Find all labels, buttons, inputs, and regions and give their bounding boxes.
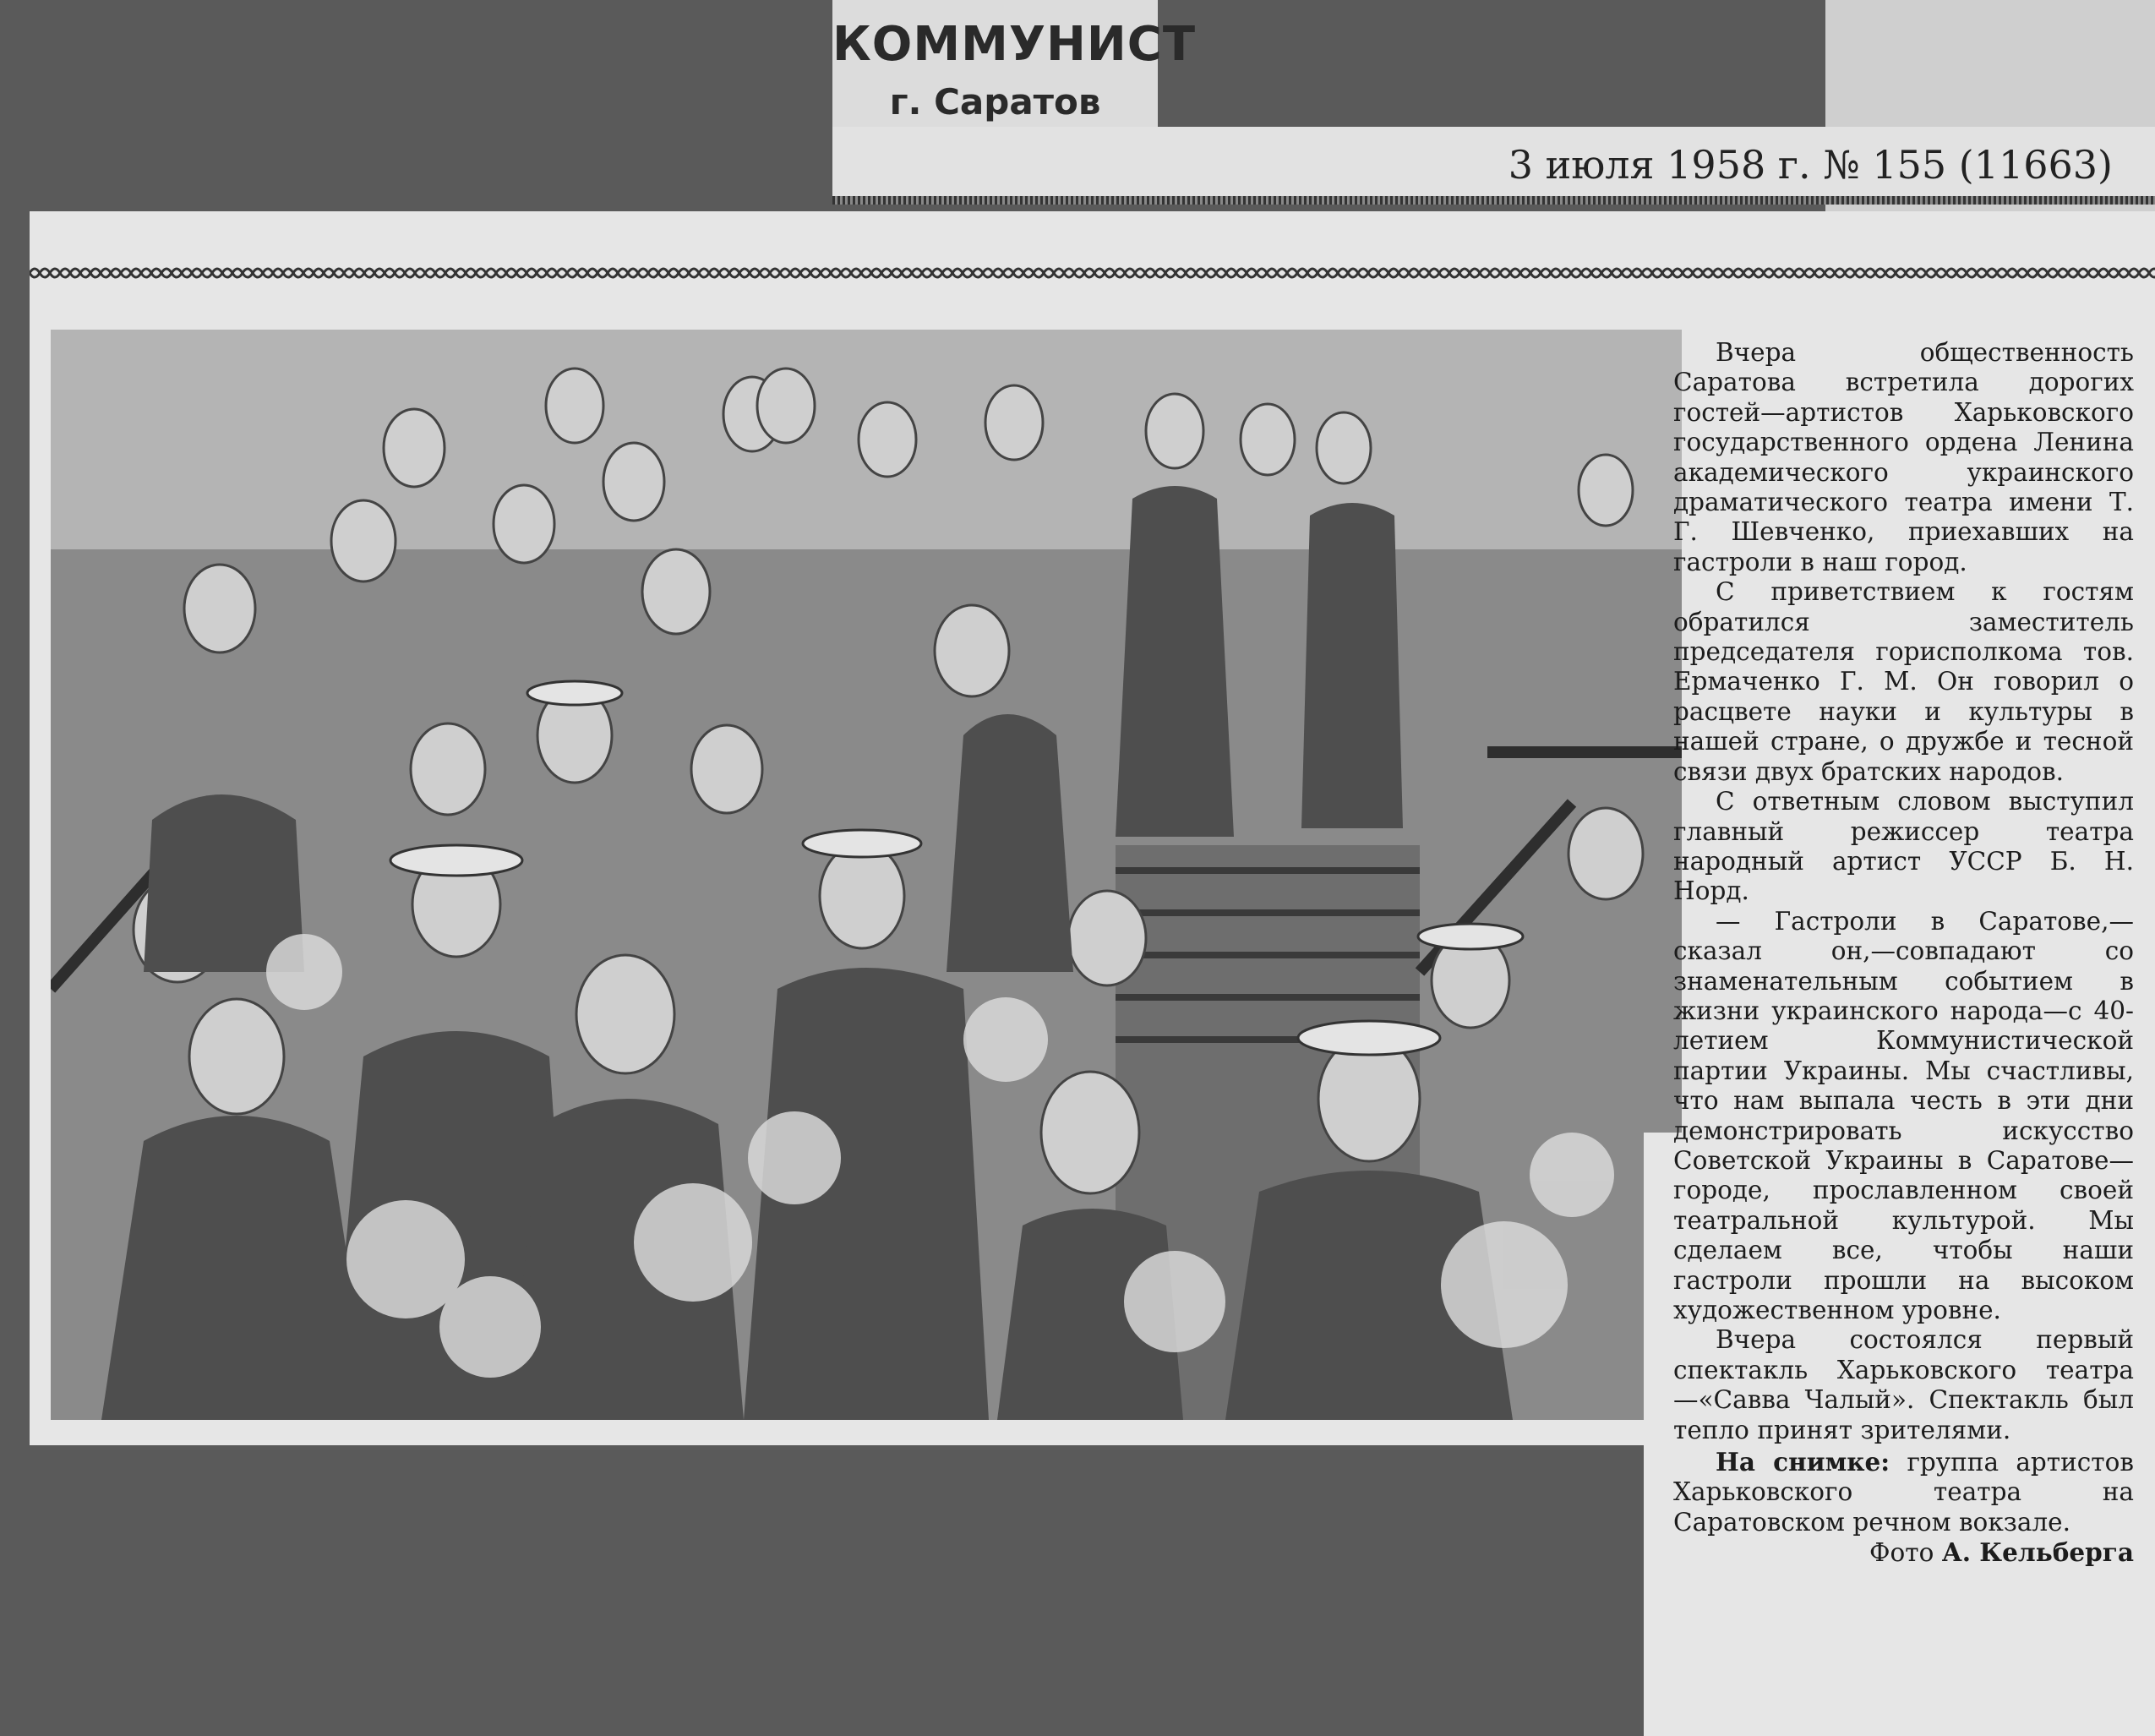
caption-label: На снимке: [1716,1447,1890,1477]
photo-artwork [51,330,1682,1420]
article-text [1673,338,2134,1569]
credit-author: А. Кельберга [1941,1537,2134,1568]
newspaper-city: г. Саратов [889,81,1101,123]
dateline-rule [832,196,2155,205]
article-paragraph: Вчера общественность Саратова встретила дорогих гостей—артистов Харьковского государственного ордена Ленина академического украинского драматического театра имени Т. Г. Шевченко, приехавших на гастроли в наш город. [1673,338,2134,576]
article-paragraph: — Гастроли в Саратове,—сказал он,—совпадают со знаменательным событием в жизни украинского народа—с 40-летием Коммунистической партии Украины. Мы счастливы, что нам выпала честь в эти дни демонстрировать искусство Советской Украины в Саратове—городе, прославленном своей театральной культурой. Мы сделаем все, чтобы наши гастроли прошли на высоком художественном уровне. [1673,906,2134,1324]
caption-text: группа артистов Харьковского театра на Саратовском речном вокзале. [1673,1448,2134,1537]
photo-caption [1673,1447,2134,1537]
decorative-wavy-rule [30,262,2155,284]
newspaper-name: КОММУНИСТ [832,17,1197,72]
article-paragraph: Вчера состоялся первый спектакль Харьковского театра—«Савва Чалый». Спектакль был тепло принят зрителями. [1673,1325,2134,1444]
article-paragraph: С ответным словом выступил главный режиссер театра народный артист УССР Б. Н. Норд. [1673,787,2134,906]
issue-dateline: 3 июля 1958 г. № 155 (11663) [1508,142,2113,188]
group-photo [51,330,1682,1420]
credit-prefix: Фото [1869,1538,1934,1568]
article-paragraph: С приветствием к гостям обратился заместитель председателя горисполкома тов. Ермаченко Г. М. Он говорил о расцвете науки и культуры в нашей стране, о дружбе и тесной связи двух братских народов. [1673,577,2134,786]
photo-credit [1673,1537,2134,1568]
dateline-strip [832,127,2155,205]
